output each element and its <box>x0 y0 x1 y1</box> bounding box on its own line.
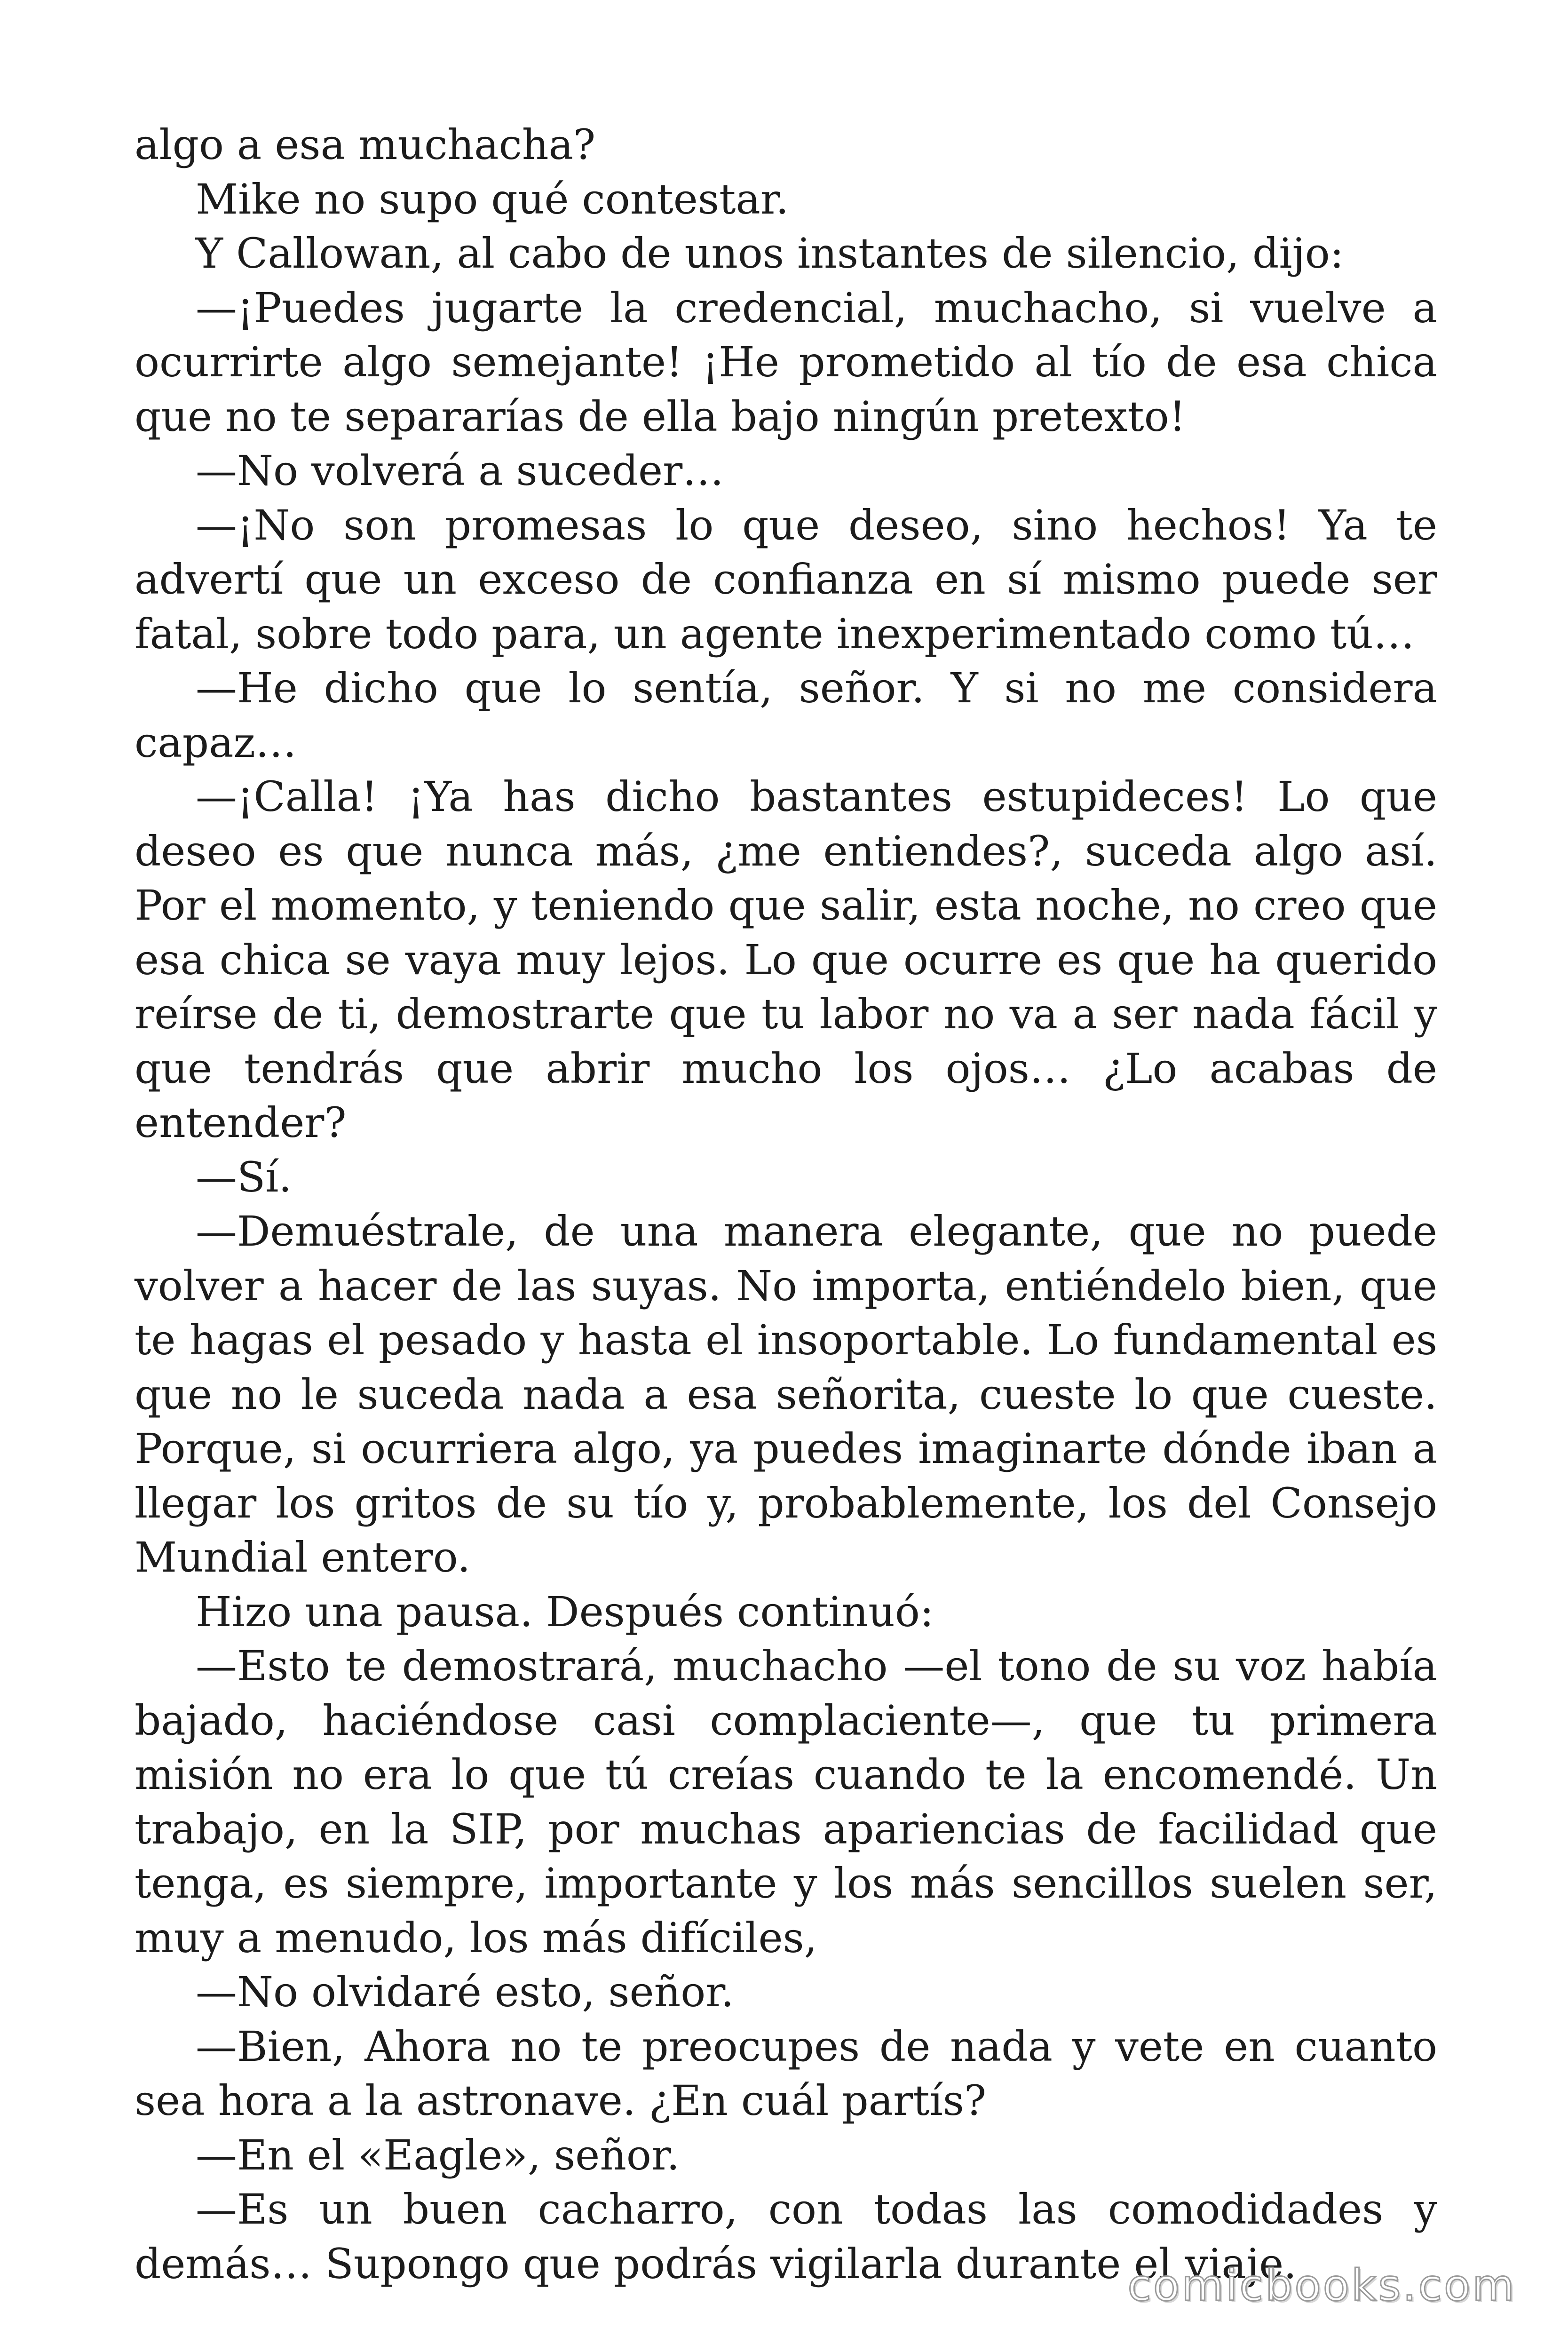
dialogue-paragraph: —No volverá a suceder… <box>196 446 724 495</box>
paragraph-continuation: algo a esa muchacha? <box>135 120 596 169</box>
dialogue-paragraph: —He dicho que lo sentía, señor. Y si no me considera capaz… <box>135 664 1437 767</box>
dialogue-paragraph: —No olvidaré esto, señor. <box>196 1968 734 2016</box>
paragraph: Y Callowan, al cabo de unos instantes de silencio, dijo: <box>196 229 1344 278</box>
dialogue-paragraph: —¡Puedes jugarte la credencial, muchacho, si vuelve a ocurrirte algo semejante! ¡He prometido al tío de esa chica que no te separarías de ella bajo ningún pretexto! <box>135 283 1437 441</box>
dialogue-paragraph: —Demuéstrale, de una manera elegante, que no puede volver a hacer de las suyas. No importa, entiéndelo bien, que te hagas el pesado y hasta el insoportable. Lo fundamental es que no le suceda nada a esa señorita, cueste lo que cueste. Porque, si ocurriera algo, ya puedes imaginarte dónde iban a llegar los gritos de su tío y, probablemente, los del Consejo Mundial entero. <box>135 1207 1437 1581</box>
dialogue-paragraph: —Esto te demostrará, muchacho —el tono de su voz había bajado, haciéndose casi complaciente—, que tu primera misión no era lo que tú creías cuando te la encomendé. Un trabajo, en la SIP, por muchas apariencias de facilidad que tenga, es siempre, importante y los más sencillos suelen ser, muy a menudo, los más difíciles, <box>135 1642 1437 1962</box>
dialogue-paragraph: —Es un buen cacharro, con todas las comodidades y demás… Supongo que podrás vigilarla durante el viaje. <box>135 2185 1437 2288</box>
dialogue-paragraph: —Sí. <box>196 1152 292 1201</box>
watermark-logo: comicbooks.com <box>1127 2260 1516 2311</box>
dialogue-paragraph: —Bien, Ahora no te preocupes de nada y vete en cuanto sea hora a la astronave. ¿En cuál partís? <box>135 2022 1437 2125</box>
dialogue-paragraph: —En el «Eagle», señor. <box>196 2130 680 2179</box>
body-text <box>135 118 1437 2291</box>
dialogue-paragraph: —¡No son promesas lo que deseo, sino hechos! Ya te advertí que un exceso de confianza en sí mismo puede ser fatal, sobre todo para, un agente inexperimentado como tú… <box>135 501 1437 658</box>
paragraph: Hizo una pausa. Después continuó: <box>196 1587 934 1636</box>
paragraph: Mike no supo qué contestar. <box>196 175 789 223</box>
dialogue-paragraph: —¡Calla! ¡Ya has dicho bastantes estupideces! Lo que deseo es que nunca más, ¿me entiendes?, suceda algo así. Por el momento, y teniendo que salir, esta noche, no creo que esa chica se vaya muy lejos. Lo que ocurre es que ha querido reírse de ti, demostrarte que tu labor no va a ser nada fácil y que tendrás que abrir mucho los ojos… ¿Lo acabas de entender? <box>135 772 1437 1147</box>
